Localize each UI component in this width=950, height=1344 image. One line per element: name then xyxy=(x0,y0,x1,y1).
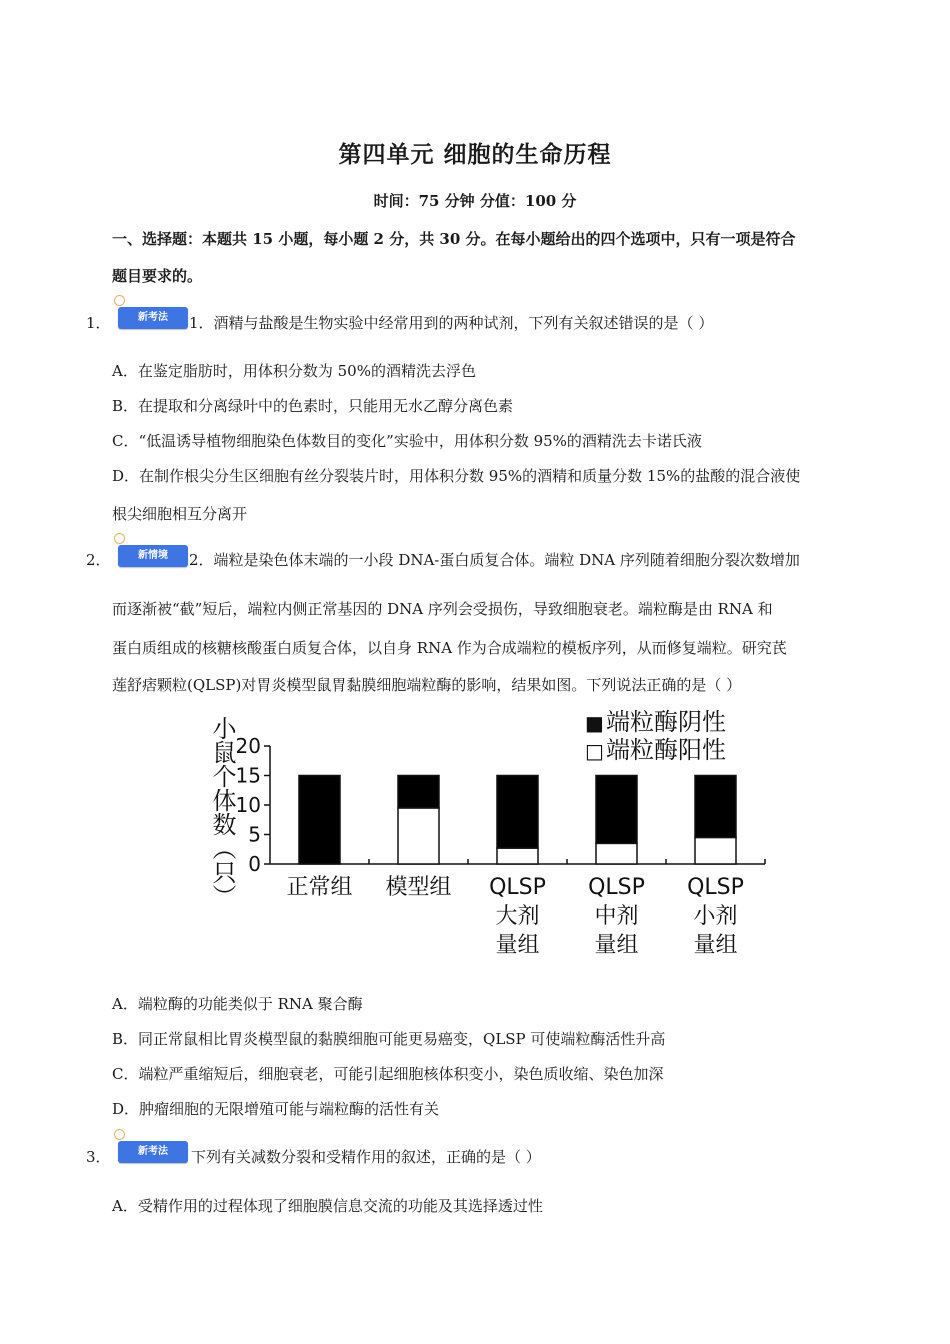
x-category-label: 中剂 xyxy=(594,904,639,929)
question-2-option-c: C．端粒严重缩短后，细胞衰老，可能引起细胞核体积变小，染色质收缩、染色加深 xyxy=(112,1065,664,1083)
question-2-option-a: A．端粒酶的功能类似于 RNA 聚合酶 xyxy=(112,995,363,1013)
legend-swatch-icon: □ xyxy=(585,739,604,763)
legend-swatch-icon: ■ xyxy=(585,711,604,735)
question-1-option-b: B．在提取和分离绿叶中的色素时，只能用无水乙醇分离色素 xyxy=(112,397,514,415)
question-3-stem: 下列有关减数分裂和受精作用的叙述，正确的是（ ） xyxy=(191,1148,541,1166)
x-category-label: 正常组 xyxy=(286,875,353,900)
bar-positive xyxy=(497,848,538,864)
y-tick-label: 0 xyxy=(248,852,261,876)
section-instructions-line1: 一、选择题：本题共 15 小题，每小题 2 分，共 30 分。在每小题给出的四个选项中，只有一项是符合 xyxy=(112,230,796,248)
new-method-badge[interactable]: 新考法 xyxy=(118,307,188,329)
x-category-label: 量组 xyxy=(495,933,540,958)
question-1-option-c: C．“低温诱导植物细胞染色体数目的变化”实验中，用体积分数 95%的酒精洗去卡诺氏液 xyxy=(112,432,702,450)
question-1-option-d-line1: D．在制作根尖分生区细胞有丝分裂装片时，用体积分数 95%的酒精和质量分数 15%的盐酸的混合液使 xyxy=(112,467,801,485)
legend-label: 端粒酶阴性 xyxy=(606,708,726,736)
page-title: 第四单元 细胞的生命历程 xyxy=(338,142,612,168)
x-category-label: 大剂 xyxy=(495,904,540,929)
bar-positive xyxy=(398,808,439,864)
bar-positive xyxy=(695,837,736,864)
question-3-option-a: A．受精作用的过程体现了细胞膜信息交流的功能及其选择透过性 xyxy=(112,1197,543,1215)
y-tick-label: 10 xyxy=(235,793,261,817)
x-category-label: QLSP xyxy=(687,875,744,900)
bar-negative xyxy=(695,776,736,838)
telomerase-bar-chart xyxy=(200,704,780,974)
y-axis-label: 小鼠个体数（只） xyxy=(208,716,236,908)
question-1-number: 1． xyxy=(86,314,111,332)
x-category-label: 量组 xyxy=(594,933,639,958)
pin-icon xyxy=(114,295,125,306)
question-2-option-d: D．肿瘤细胞的无限增殖可能与端粒酶的活性有关 xyxy=(112,1100,440,1118)
bar-negative xyxy=(596,776,637,844)
question-1-stem: 1．酒精与盐酸是生物实验中经常用到的两种试剂，下列有关叙述错误的是（ ） xyxy=(189,314,714,332)
y-tick-label: 15 xyxy=(235,763,261,788)
x-category-label: QLSP xyxy=(588,875,645,900)
question-3-number: 3． xyxy=(86,1148,111,1166)
x-category-label: 小剂 xyxy=(693,904,738,929)
question-2-option-b: B．同正常鼠相比胃炎模型鼠的黏膜细胞可能更易癌变，QLSP 可使端粒酶活性升高 xyxy=(112,1030,666,1048)
pin-icon xyxy=(114,533,125,544)
new-method-badge[interactable]: 新考法 xyxy=(118,1141,188,1163)
new-context-badge[interactable]: 新情境 xyxy=(118,545,188,567)
bar-positive xyxy=(596,843,637,864)
question-2-stem-line4: 莲舒痞颗粒(QLSP)对胃炎模型鼠胃黏膜细胞端粒酶的影响，结果如图。下列说法正确的是（ ） xyxy=(112,676,742,694)
question-2-stem-line2: 而逐渐被“截”短后，端粒内侧正常基因的 DNA 序列会受损伤，导致细胞衰老。端粒酶是由 RNA 和 xyxy=(112,600,773,618)
question-2-stem-line3: 蛋白质组成的核糖核酸蛋白质复合体，以自身 RNA 作为合成端粒的模板序列，从而修复端粒。研究芪 xyxy=(112,639,787,657)
bar-negative xyxy=(299,776,340,865)
x-category-label: QLSP xyxy=(489,875,546,900)
question-1-option-d-line2: 根尖细胞相互分离开 xyxy=(112,505,248,523)
bar-negative xyxy=(398,776,439,808)
y-tick-label: 5 xyxy=(248,822,261,847)
y-tick-label: 20 xyxy=(235,734,261,758)
section-instructions-line2: 题目要求的。 xyxy=(112,267,203,285)
legend-label: 端粒酶阳性 xyxy=(606,736,726,764)
x-category-label: 模型组 xyxy=(385,875,452,900)
question-2-number: 2． xyxy=(86,551,111,569)
pin-icon xyxy=(114,1129,125,1140)
question-1-option-a: A．在鉴定脂肪时，用体积分数为 50%的酒精洗去浮色 xyxy=(112,362,476,380)
x-category-label: 量组 xyxy=(693,933,738,958)
time-score-line: 时间：75 分钟 分值：100 分 xyxy=(373,192,577,210)
bar-negative xyxy=(497,776,538,849)
question-2-stem-line1: 2．端粒是染色体末端的一小段 DNA-蛋白质复合体。端粒 DNA 序列随着细胞分裂次数增加 xyxy=(189,551,800,569)
